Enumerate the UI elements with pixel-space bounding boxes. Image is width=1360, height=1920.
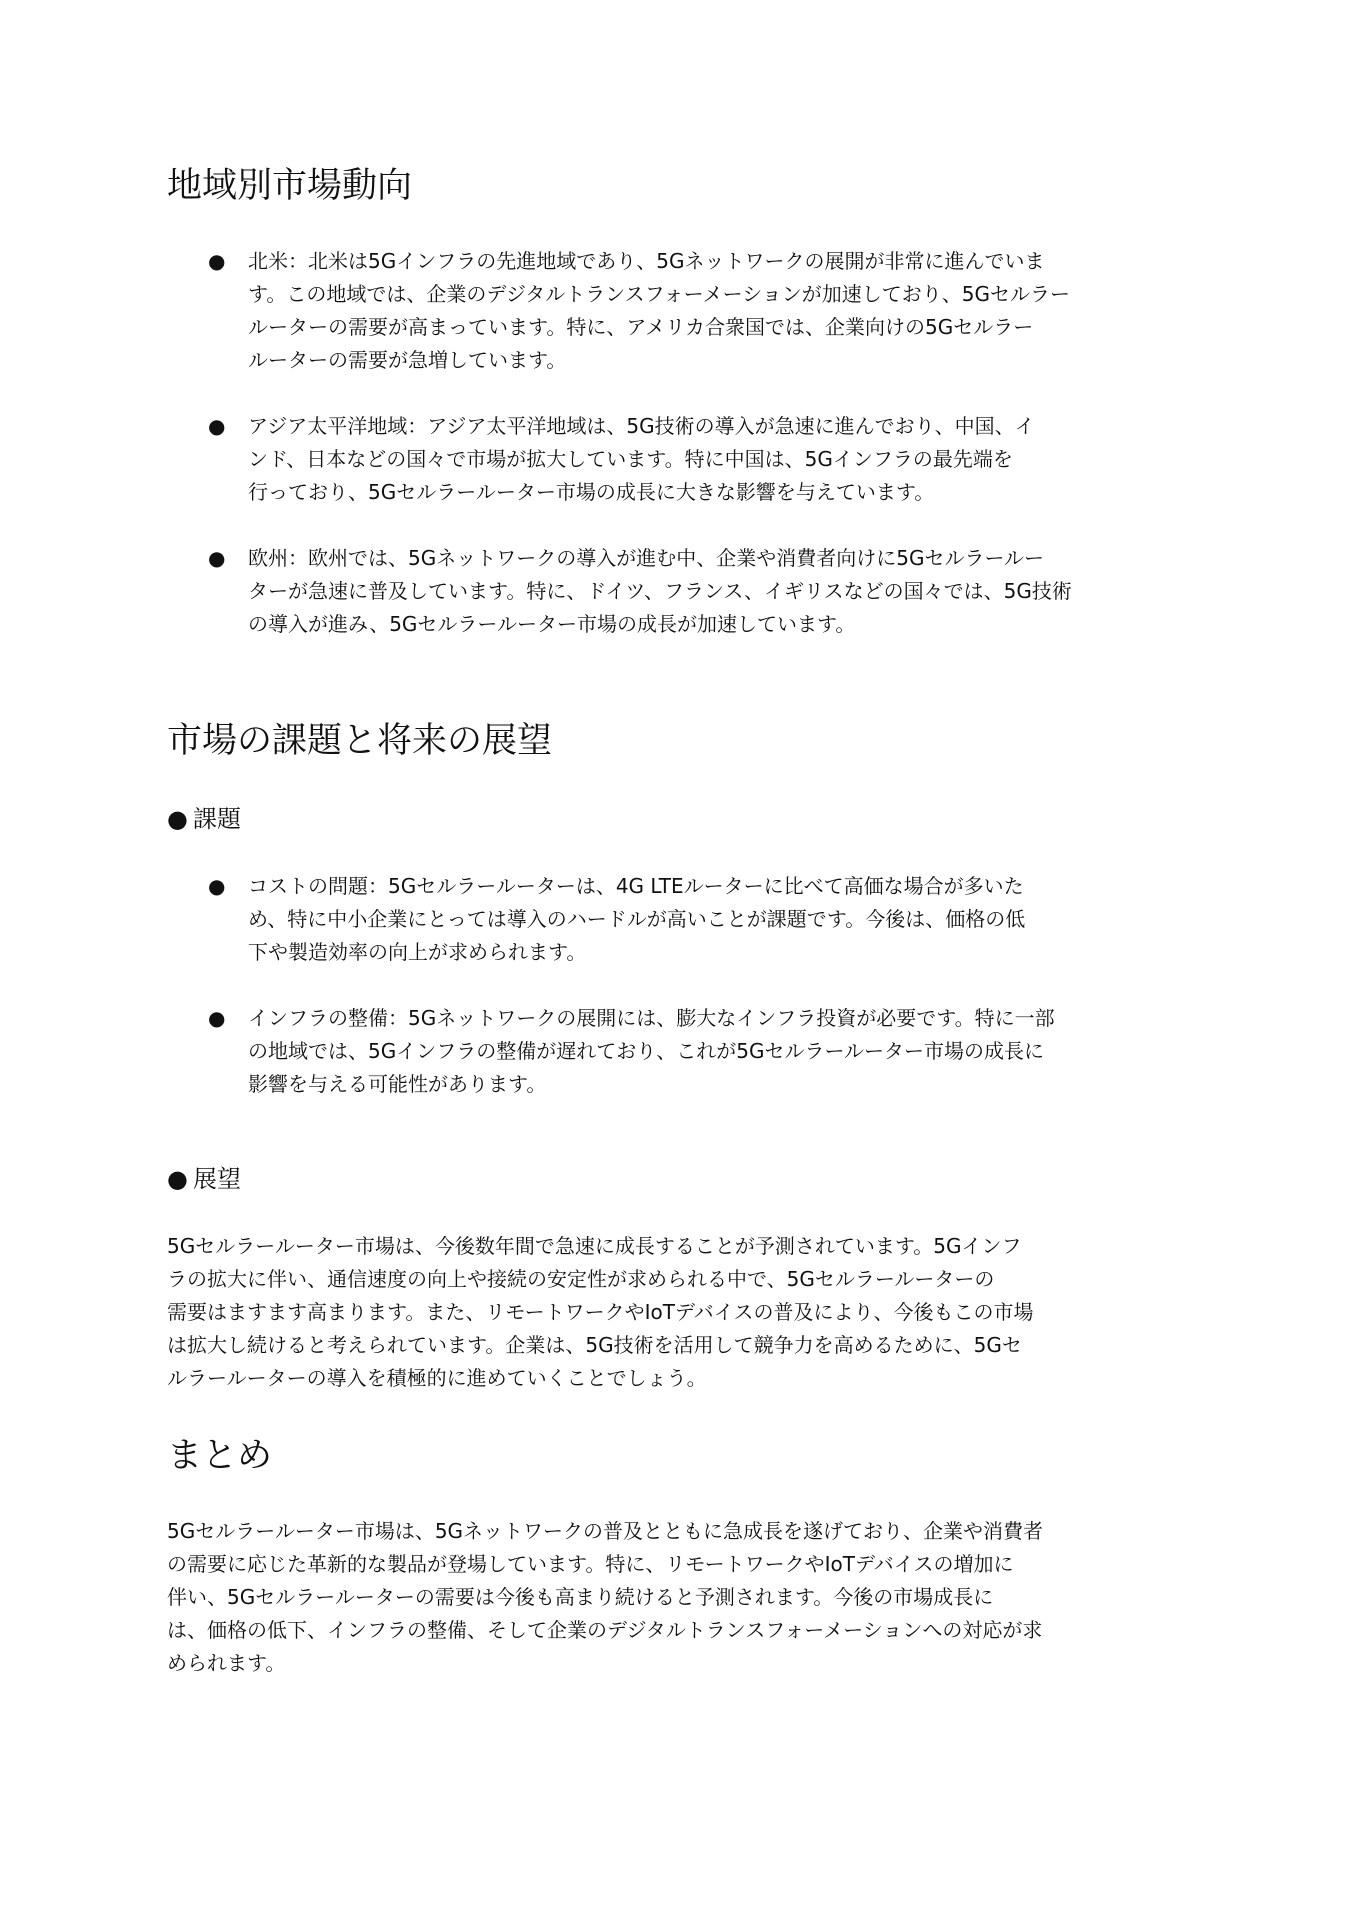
bullet-marker: ● xyxy=(208,874,226,898)
text-line: ルーターの需要が高まっています。特に、アメリカ合衆国では、企業向けの5Gセルラー xyxy=(248,315,1034,339)
text-line: 行っており、5Gセルラールーター市場の成長に大きな影響を与えています。 xyxy=(248,480,935,504)
text-line: は、価格の低下、インフラの整備、そして企業のデジタルトランスフォーメーションへの対応が求 xyxy=(167,1618,1043,1642)
text-line: ルラールーターの導入を積極的に進めていくことでしょう。 xyxy=(167,1366,707,1390)
text-line: ルーターの需要が急増しています。 xyxy=(248,348,567,372)
text-line: ンド、日本などの国々で市場が拡大しています。特に中国は、5Gインフラの最先端を xyxy=(248,447,1013,471)
bullet-marker: ● xyxy=(167,1165,188,1193)
text-line: の地域では、5Gインフラの整備が遅れており、これが5Gセルラールーター市場の成長に xyxy=(248,1039,1045,1063)
text-line: ターが急速に普及しています。特に、ドイツ、フランス、イギリスなどの国々では、5G技術 xyxy=(248,579,1072,603)
text-line: 需要はますます高まります。また、リモートワークやIoTデバイスの普及により、今後もこの市場 xyxy=(167,1300,1034,1324)
subheading-label: 展望 xyxy=(193,1165,241,1193)
text-line: アジア太平洋地域：アジア太平洋地域は、5G技術の導入が急速に進んでおり、中国、イ xyxy=(248,414,1035,438)
list-item-text xyxy=(248,410,1208,509)
text-line: は拡大し続けると考えられています。企業は、5G技術を活用して競争力を高めるために、5Gセ xyxy=(167,1333,1022,1357)
section-heading-challenges: 市場の課題と将来の展望 xyxy=(167,721,553,761)
list-item-asia-pacific xyxy=(208,410,1208,509)
list-item-cost xyxy=(208,870,1208,969)
list-item-text xyxy=(248,542,1208,641)
list-item-text xyxy=(248,1002,1208,1101)
text-line: められます。 xyxy=(167,1651,286,1675)
list-item-infrastructure xyxy=(208,1002,1208,1101)
summary-paragraph xyxy=(167,1515,1217,1680)
outlook-paragraph xyxy=(167,1230,1217,1395)
bullet-marker: ● xyxy=(208,414,226,438)
text-line: の需要に応じた革新的な製品が登場しています。特に、リモートワークやIoTデバイスの増加に xyxy=(167,1552,1014,1576)
section-heading-regional: 地域別市場動向 xyxy=(167,166,413,206)
list-item-north-america xyxy=(208,245,1208,377)
text-line: コストの問題：5Gセルラールーターは、4G LTEルーターに比べて高価な場合が多いた xyxy=(248,874,1024,898)
bullet-marker: ● xyxy=(208,546,226,570)
bullet-marker: ● xyxy=(208,1006,226,1030)
list-item-europe xyxy=(208,542,1208,641)
bullet-marker: ● xyxy=(167,805,188,833)
list-item-text xyxy=(248,870,1208,969)
section-heading-summary: まとめ xyxy=(167,1436,273,1476)
text-line: 北米：北米は5Gインフラの先進地域であり、5Gネットワークの展開が非常に進んでいま xyxy=(248,249,1045,273)
text-line: 下や製造効率の向上が求められます。 xyxy=(248,940,587,964)
text-line: 5Gセルラールーター市場は、5Gネットワークの普及とともに急成長を遂げており、企業や消費者 xyxy=(167,1519,1044,1543)
subheading-issues xyxy=(167,804,241,835)
text-line: め、特に中小企業にとっては導入のハードルが高いことが課題です。今後は、価格の低 xyxy=(248,907,1026,931)
text-line: の導入が進み、5Gセルラールーター市場の成長が加速しています。 xyxy=(248,612,856,636)
text-line: 欧州：欧州では、5Gネットワークの導入が進む中、企業や消費者向けに5Gセルラールー xyxy=(248,546,1045,570)
subheading-label: 課題 xyxy=(193,805,241,833)
bullet-marker: ● xyxy=(208,249,226,273)
subheading-outlook xyxy=(167,1164,241,1195)
text-line: 伴い、5Gセルラールーターの需要は今後も高まり続けると予測されます。今後の市場成長に xyxy=(167,1585,994,1609)
text-line: インフラの整備：5Gネットワークの展開には、膨大なインフラ投資が必要です。特に一部 xyxy=(248,1006,1055,1030)
text-line: 影響を与える可能性があります。 xyxy=(248,1072,547,1096)
text-line: 5Gセルラールーター市場は、今後数年間で急速に成長することが予測されています。5Gインフ xyxy=(167,1234,1022,1258)
text-line: す。この地域では、企業のデジタルトランスフォーメーションが加速しており、5Gセルラー xyxy=(248,282,1071,306)
list-item-text xyxy=(248,245,1208,377)
text-line: ラの拡大に伴い、通信速度の向上や接続の安定性が求められる中で、5Gセルラールーターの xyxy=(167,1267,995,1291)
